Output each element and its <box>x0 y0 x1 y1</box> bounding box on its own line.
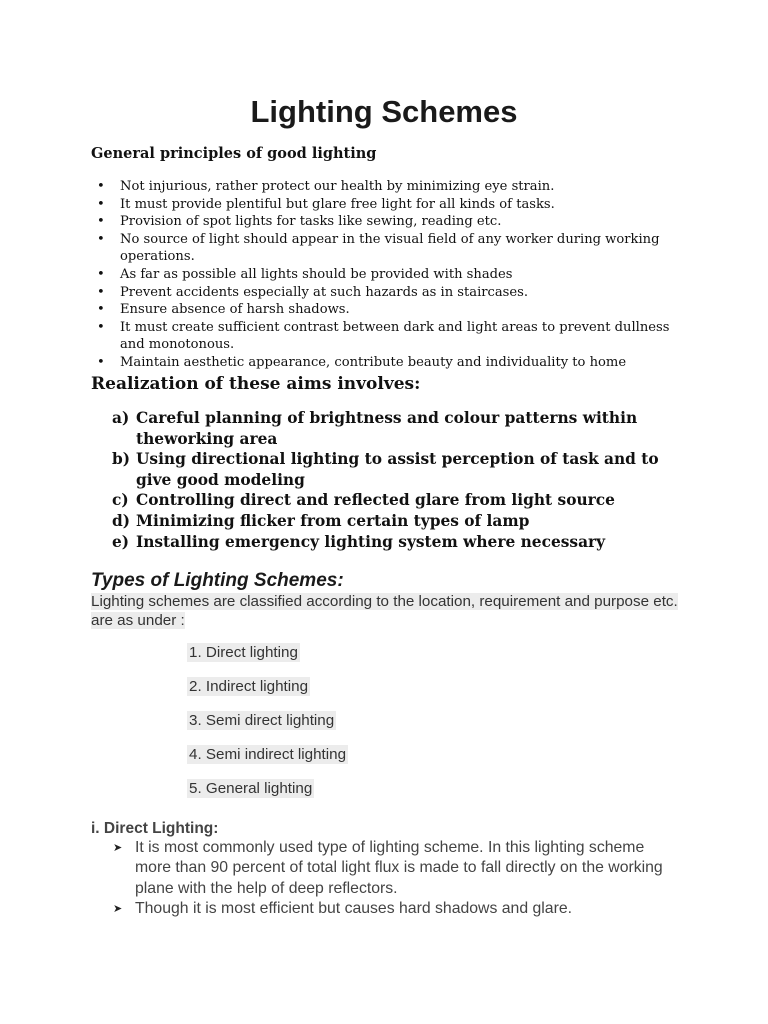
aims-list <box>112 408 687 552</box>
list-item <box>112 449 687 490</box>
list-item <box>112 532 687 553</box>
list-item-text: Minimizing flicker from certain types of lamp <box>136 511 530 530</box>
bullet-icon: • <box>97 354 105 370</box>
list-item <box>91 178 671 196</box>
list-marker: c) <box>112 491 129 510</box>
list-item-text: 2. Indirect lighting <box>189 678 309 695</box>
list-item-text: It is most commonly used type of lighting scheme. In this lighting scheme more than 90 percent of total light flux is made to fall directly on the working plane with the help of deep reflectors. <box>135 839 663 897</box>
arrow-bullet-icon: ➤ <box>113 842 123 854</box>
bullet-icon: • <box>97 179 105 194</box>
list-item <box>91 301 671 319</box>
list-item <box>187 779 348 813</box>
list-item <box>187 745 348 779</box>
list-item <box>187 643 348 677</box>
bullet-icon: • <box>97 284 105 300</box>
direct-lighting-list <box>113 838 683 920</box>
list-marker: b) <box>112 450 131 469</box>
list-marker: e) <box>112 532 130 551</box>
list-item-text: Not injurious, rather protect our health by minimizing eye strain. <box>120 179 555 194</box>
list-item <box>91 284 671 302</box>
list-item <box>91 266 671 284</box>
list-item-text: As far as possible all lights should be provided with shades <box>120 266 513 282</box>
list-item-text: Prevent accidents especially at such hazards as in staircases. <box>120 284 529 300</box>
list-item <box>113 899 683 919</box>
types-heading: Types of Lighting Schemes: <box>91 570 344 591</box>
list-item <box>91 319 671 354</box>
list-item <box>112 408 687 449</box>
page-title: Lighting Schemes <box>250 94 518 129</box>
list-marker: d) <box>112 511 131 530</box>
list-item <box>91 196 671 214</box>
list-item-text: 3. Semi direct lighting <box>189 712 335 729</box>
aims-heading: Realization of these aims involves: <box>91 374 421 394</box>
types-intro <box>91 592 681 630</box>
list-item-text: It must create sufficient contrast between dark and light areas to prevent dullness and monotonous. <box>120 319 670 353</box>
list-item-text: Installing emergency lighting system where necessary <box>136 532 606 551</box>
list-item-text: Careful planning of brightness and colour patterns within theworking area <box>136 409 638 448</box>
bullet-icon: • <box>97 302 105 318</box>
principles-heading: General principles of good lighting <box>91 145 377 162</box>
types-list <box>187 643 348 813</box>
types-intro-text: Lighting schemes are classified according to the location, requirement and purpose etc. are as under : <box>91 593 678 629</box>
list-item-text: 5. General lighting <box>189 780 313 797</box>
arrow-bullet-icon: ➤ <box>113 903 123 916</box>
list-item-text: Ensure absence of harsh shadows. <box>120 302 350 318</box>
list-item <box>112 490 687 511</box>
bullet-icon: • <box>97 319 105 335</box>
list-item <box>91 213 671 231</box>
list-item-text: Though it is most efficient but causes hard shadows and glare. <box>135 900 573 918</box>
bullet-icon: • <box>97 196 105 212</box>
list-item <box>91 354 671 372</box>
list-item-text: Maintain aesthetic appearance, contribute beauty and individuality to home <box>120 354 627 370</box>
bullet-icon: • <box>97 231 105 247</box>
direct-lighting-heading: i. Direct Lighting: <box>91 820 219 837</box>
list-item-text: Provision of spot lights for tasks like sewing, reading etc. <box>120 214 502 230</box>
bullet-icon: • <box>97 214 105 230</box>
list-item-text: No source of light should appear in the visual field of any worker during working operations. <box>120 231 660 265</box>
list-item-text: Using directional lighting to assist perception of task and to give good modeling <box>136 450 659 489</box>
list-item-text: 4. Semi indirect lighting <box>189 746 347 763</box>
list-item-text: It must provide plentiful but glare free light for all kinds of tasks. <box>120 196 555 212</box>
list-marker: a) <box>112 409 130 427</box>
list-item <box>187 711 348 745</box>
list-item <box>112 511 687 532</box>
list-item <box>113 838 683 899</box>
list-item <box>187 677 348 711</box>
list-item <box>91 231 671 266</box>
list-item-text: 1. Direct lighting <box>189 644 298 661</box>
list-item-text: Controlling direct and reflected glare from light source <box>136 491 615 510</box>
principles-list <box>91 178 671 372</box>
bullet-icon: • <box>97 266 105 282</box>
